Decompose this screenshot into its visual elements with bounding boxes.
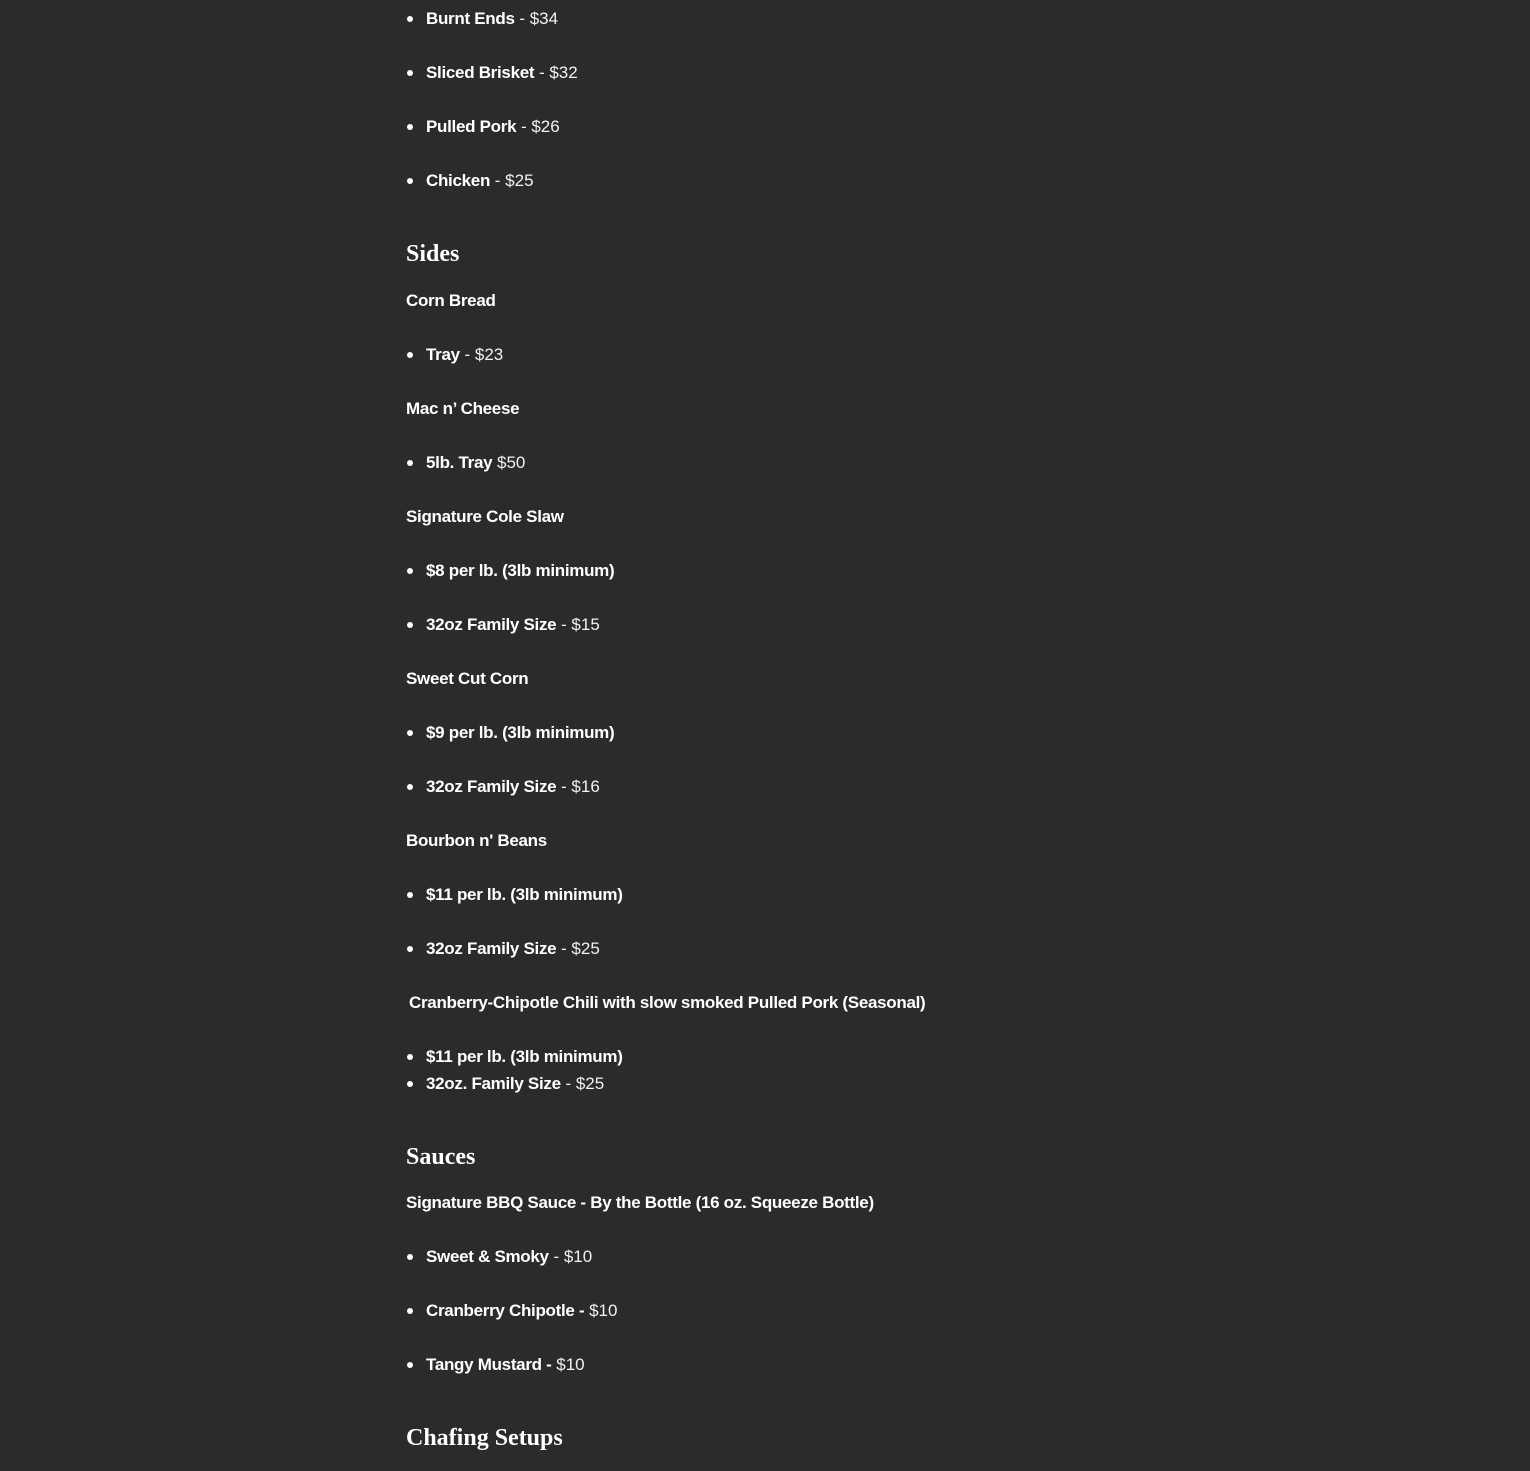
item-name: $11 per lb. (3lb minimum) [426, 885, 623, 904]
item-name: 32oz. Family Size [426, 1074, 561, 1093]
item-price: $50 [492, 453, 526, 472]
chili-title: Cranberry-Chipotle Chili with slow smoked Pulled Pork (Seasonal) [409, 993, 926, 1012]
item-name: Cranberry Chipotle - [426, 1301, 585, 1320]
item-price: - $26 [516, 117, 560, 136]
item-name: 32oz Family Size [426, 615, 557, 634]
item-name: $11 per lb. (3lb minimum) [426, 1047, 623, 1066]
bbq-sauce-title: Signature BBQ Sauce - By the Bottle (16 oz. Squeeze Bottle) [406, 1193, 874, 1212]
item-name: Burnt Ends [426, 9, 515, 28]
item-name: $9 per lb. (3lb minimum) [426, 723, 615, 742]
list-item [426, 1353, 585, 1377]
list-item [426, 775, 600, 799]
item-name: Pulled Pork [426, 117, 517, 136]
item-price: $10 [551, 1355, 585, 1374]
list-item [426, 169, 534, 193]
item-price: - $25 [560, 1074, 605, 1093]
item-price: - $25 [556, 939, 600, 958]
item-name: 32oz Family Size [426, 939, 557, 958]
item-price: - $32 [534, 63, 578, 82]
item-price: - $16 [556, 777, 600, 796]
item-name: Tangy Mustard - [426, 1355, 552, 1374]
sweet-corn-title: Sweet Cut Corn [406, 669, 529, 688]
mac-cheese-title: Mac n’ Cheese [406, 399, 520, 418]
item-price: - $34 [514, 9, 559, 28]
item-name: Chicken [426, 171, 491, 190]
list-item [426, 1245, 592, 1269]
list-item [426, 1299, 617, 1323]
list-item [426, 559, 614, 583]
item-price: - $25 [490, 171, 534, 190]
list-item [426, 451, 525, 475]
list-item [426, 1045, 623, 1069]
list-item [426, 721, 614, 745]
item-price: - $10 [548, 1247, 593, 1266]
item-price: $10 [584, 1301, 618, 1320]
item-name: 5lb. Tray [426, 453, 493, 472]
chafing-heading: Chafing Setups [406, 1425, 563, 1451]
list-item [426, 937, 600, 961]
item-price: - $23 [459, 345, 504, 364]
item-name: Tray [426, 345, 460, 364]
item-price: - $15 [556, 615, 600, 634]
list-item [426, 61, 578, 85]
list-item [426, 883, 623, 907]
list-item [426, 7, 558, 31]
beans-title: Bourbon n' Beans [406, 831, 547, 850]
list-item [426, 115, 560, 139]
item-name: Sweet & Smoky [426, 1247, 549, 1266]
cole-slaw-title: Signature Cole Slaw [406, 507, 564, 526]
item-name: Sliced Brisket [426, 63, 535, 82]
sauces-heading: Sauces [406, 1144, 476, 1170]
list-item [426, 1072, 604, 1096]
corn-bread-title: Corn Bread [406, 291, 496, 310]
list-item [426, 613, 600, 637]
sides-heading: Sides [406, 241, 460, 267]
item-name: $8 per lb. (3lb minimum) [426, 561, 615, 580]
item-name: 32oz Family Size [426, 777, 557, 796]
list-item [426, 343, 503, 367]
